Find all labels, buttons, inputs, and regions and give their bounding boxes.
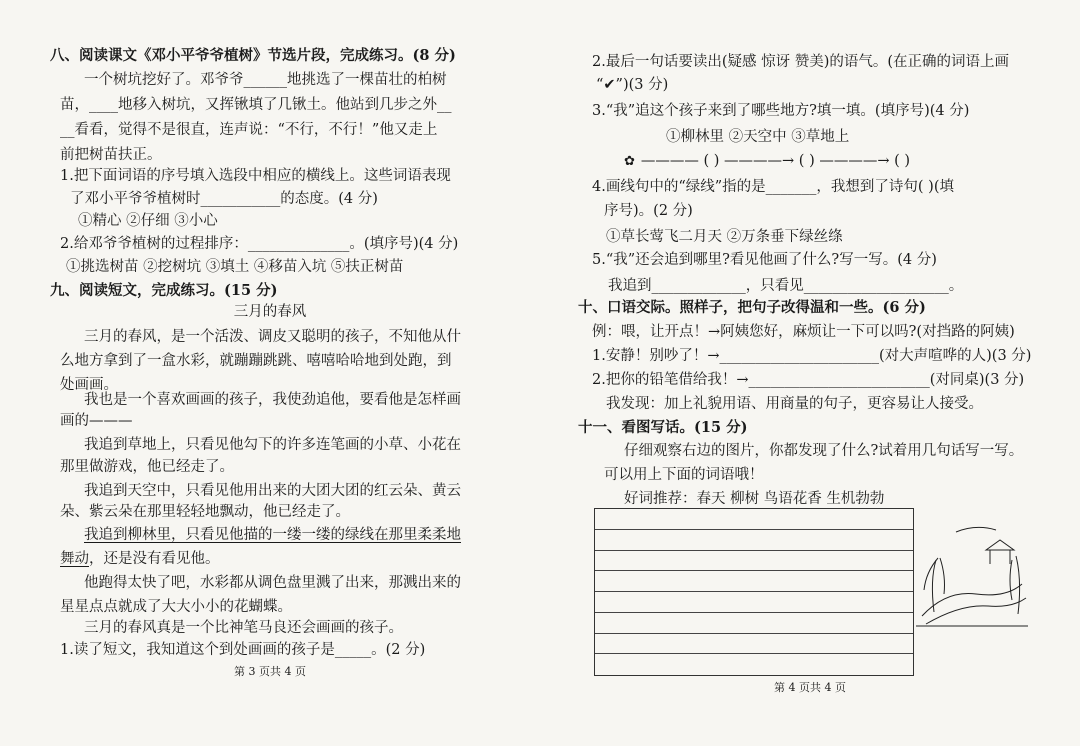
passage-line: 我也是一个喜欢画画的孩子，我使劲追他，要看他是怎样画	[84, 392, 461, 408]
poem-options: ①草长莺飞二月天 ②万条垂下绿丝绦	[606, 229, 843, 245]
passage-line: 他跑得太快了吧，水彩都从调色盘里溅了出来，那溅出来的	[84, 575, 461, 591]
writing-row[interactable]	[595, 592, 913, 613]
question-8-1: 1.把下面词语的序号填入选段中相应的横线上。这些词语表现	[60, 168, 451, 184]
passage-line: 我追到天空中，只看见他用出来的大团大团的红云朵、黄云	[84, 483, 461, 499]
passage-line: __看看，觉得不是很直，连声说：“不行，不行！”他又走上	[60, 122, 438, 138]
question-9-4-cont: 序号)。(2 分)	[604, 203, 693, 219]
word-options: ①精心 ②仔细 ③小心	[78, 213, 218, 229]
passage-line: 画的———	[60, 413, 133, 429]
passage-line: 三月的春风真是一个比神笔马良还会画画的孩子。	[84, 620, 403, 636]
passage-line: 么地方拿到了一盒水彩，就蹦蹦跳跳、嘻嘻哈哈地到处跑，到	[60, 353, 452, 369]
page-footer-left: 第 3 页共 4 页	[234, 665, 306, 678]
question-9-3: 3.“我”追这个孩子来到了哪些地方?填一填。(填序号)(4 分)	[592, 103, 970, 119]
passage-line: 前把树苗扶正。	[60, 147, 162, 163]
underlined-sentence-end	[60, 549, 220, 569]
question-9-1: 1.读了短文，我知道这个到处画画的孩子是_____。(2 分)	[60, 642, 426, 658]
question-10-1: 1.安静！别吵了！→______________________(对大声喧哗的人)(3 分)	[592, 348, 1032, 364]
question-10-2: 2.把你的铅笔借给我！→_________________________(对同桌)(3 分)	[592, 372, 1025, 388]
writing-grid[interactable]	[594, 508, 914, 676]
passage-line: 苗，____地移入树坑，又挥锹填了几锹土。他站到几步之外__	[60, 97, 452, 113]
sequence-arrows	[624, 151, 910, 172]
passage-line: 一个树坑挖好了。邓爷爷______地挑选了一棵苗壮的柏树	[84, 72, 447, 88]
writing-row[interactable]	[595, 613, 913, 634]
writing-row[interactable]	[595, 509, 913, 530]
passage-line: 那里做游戏，他已经走了。	[60, 459, 234, 475]
section-9-heading: 九、阅读短文，完成练习。(15 分)	[50, 282, 278, 299]
sentence-rest: ，还是没有看见他。	[89, 551, 220, 567]
question-8-2: 2.给邓爷爷植树的过程排序：______________。(填序号)(4 分)	[60, 236, 459, 252]
bird-icon: ✿	[624, 154, 635, 169]
writing-row[interactable]	[595, 530, 913, 551]
writing-instructions: 仔细观察右边的图片，你都发现了什么?试着用几句话写一写。	[624, 443, 1024, 459]
question-9-2: 2.最后一句话要读出(疑感 惊讶 赞美)的语气。(在正确的词语上画	[592, 54, 1010, 70]
section-10-heading: 十、口语交际。照样子，把句子改得温和一些。(6 分)	[578, 299, 926, 316]
underlined-sentence-tail: 舞动	[60, 551, 89, 567]
question-9-4: 4.画线句中的“绿线”指的是_______，我想到了诗句( )(填	[592, 179, 954, 195]
passage-line: 我追到草地上，只看见他勾下的许多连笔画的小草、小花在	[84, 437, 461, 453]
sequence-blanks: ———— ( ) ————→ ( ) ————→ ( )	[640, 153, 911, 169]
spring-scene-picture	[916, 520, 1028, 628]
writing-row[interactable]	[595, 571, 913, 592]
answer-line: 我追到_____________，只看见____________________。	[608, 278, 964, 294]
finding-note: 我发现：加上礼貌用语、用商量的句子，更容易让人接受。	[606, 396, 983, 412]
passage-title: 三月的春风	[233, 304, 307, 320]
passage-line: 处画画。	[60, 377, 118, 393]
section-8-heading: 八、阅读课文《邓小平爷爷植树》节选片段，完成练习。(8 分)	[50, 47, 456, 64]
question-9-2-cont: “✔”)(3 分)	[596, 77, 669, 93]
question-8-1-cont: 了邓小平爷爷植树时___________的态度。(4 分)	[70, 191, 378, 207]
section-11-heading: 十一、看图写话。(15 分)	[578, 419, 748, 436]
question-9-5: 5.“我”还会追到哪里?看见他画了什么?写一写。(4 分)	[592, 252, 937, 268]
writing-instructions-cont: 可以用上下面的词语哦！	[604, 467, 764, 483]
recommended-words: 好词推荐：春天 柳树 鸟语花香 生机勃勃	[624, 491, 885, 507]
underlined-sentence: 我追到柳林里，只看见他描的一缕一缕的绿线在那里柔柔地	[84, 527, 461, 543]
passage-line: 星星点点就成了大大小小的花蝴蝶。	[60, 599, 292, 615]
page-footer-right: 第 4 页共 4 页	[774, 681, 846, 694]
passage-line: 朵、紫云朵在那里轻轻地飘动，他已经走了。	[60, 504, 350, 520]
writing-row[interactable]	[595, 551, 913, 572]
passage-line: 三月的春风，是一个活泼、调皮又聪明的孩子，不知他从什	[84, 329, 461, 345]
writing-row[interactable]	[595, 634, 913, 655]
place-options: ①柳林里 ②天空中 ③草地上	[666, 129, 850, 145]
example-sentence: 例：喂，让开点！→阿姨您好，麻烦让一下可以吗?(对挡路的阿姨)	[592, 324, 1015, 340]
step-options: ①挑选树苗 ②挖树坑 ③填土 ④移苗入坑 ⑤扶正树苗	[66, 259, 404, 275]
writing-row[interactable]	[595, 654, 913, 675]
